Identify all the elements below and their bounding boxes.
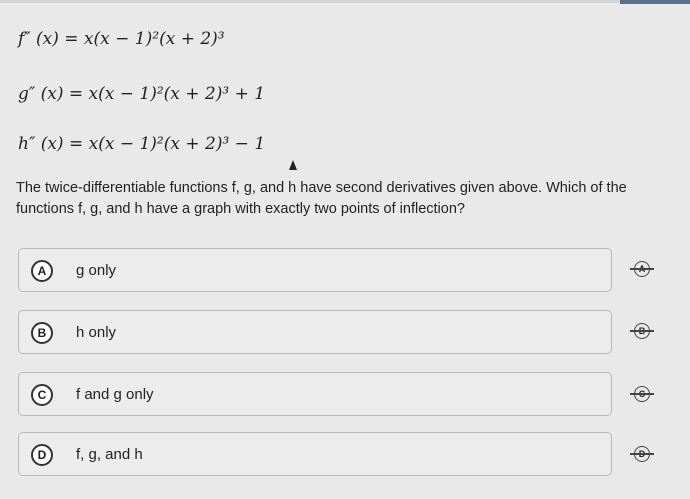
mouse-pointer-icon	[289, 160, 297, 170]
equation-f: f″ (x) = x(x − 1)²(x + 2)³	[18, 29, 225, 49]
choice-letter-d: D	[31, 444, 53, 466]
choice-letter-a: A	[31, 260, 53, 282]
choice-c[interactable]	[18, 372, 612, 416]
question-text: The twice-differentiable functions f, g, and h have second derivatives given above. Which of the functions f, g, and h have a graph with exactly two points of inflection?	[16, 180, 627, 217]
equation-g: g″ (x) = x(x − 1)²(x + 2)³ + 1	[18, 84, 266, 104]
eliminate-a-icon[interactable]	[632, 259, 652, 279]
choice-letter-c: C	[31, 384, 53, 406]
top-divider	[0, 0, 690, 8]
eliminate-c-icon[interactable]	[632, 384, 652, 404]
equation-h: h″ (x) = x(x − 1)²(x + 2)³ − 1	[18, 134, 266, 154]
choice-d[interactable]	[18, 432, 612, 476]
choice-b[interactable]	[18, 310, 612, 354]
choice-a-text: g only	[76, 262, 117, 279]
eliminate-b-icon[interactable]	[632, 321, 652, 341]
choice-d-text: f, g, and h	[76, 446, 143, 463]
choice-b-text: h only	[76, 324, 117, 341]
choice-letter-b: B	[31, 322, 53, 344]
choice-a[interactable]	[18, 248, 612, 292]
progress-bar-segment	[620, 0, 690, 4]
eliminate-d-icon[interactable]	[632, 444, 652, 464]
choice-c-text: f and g only	[76, 386, 154, 403]
